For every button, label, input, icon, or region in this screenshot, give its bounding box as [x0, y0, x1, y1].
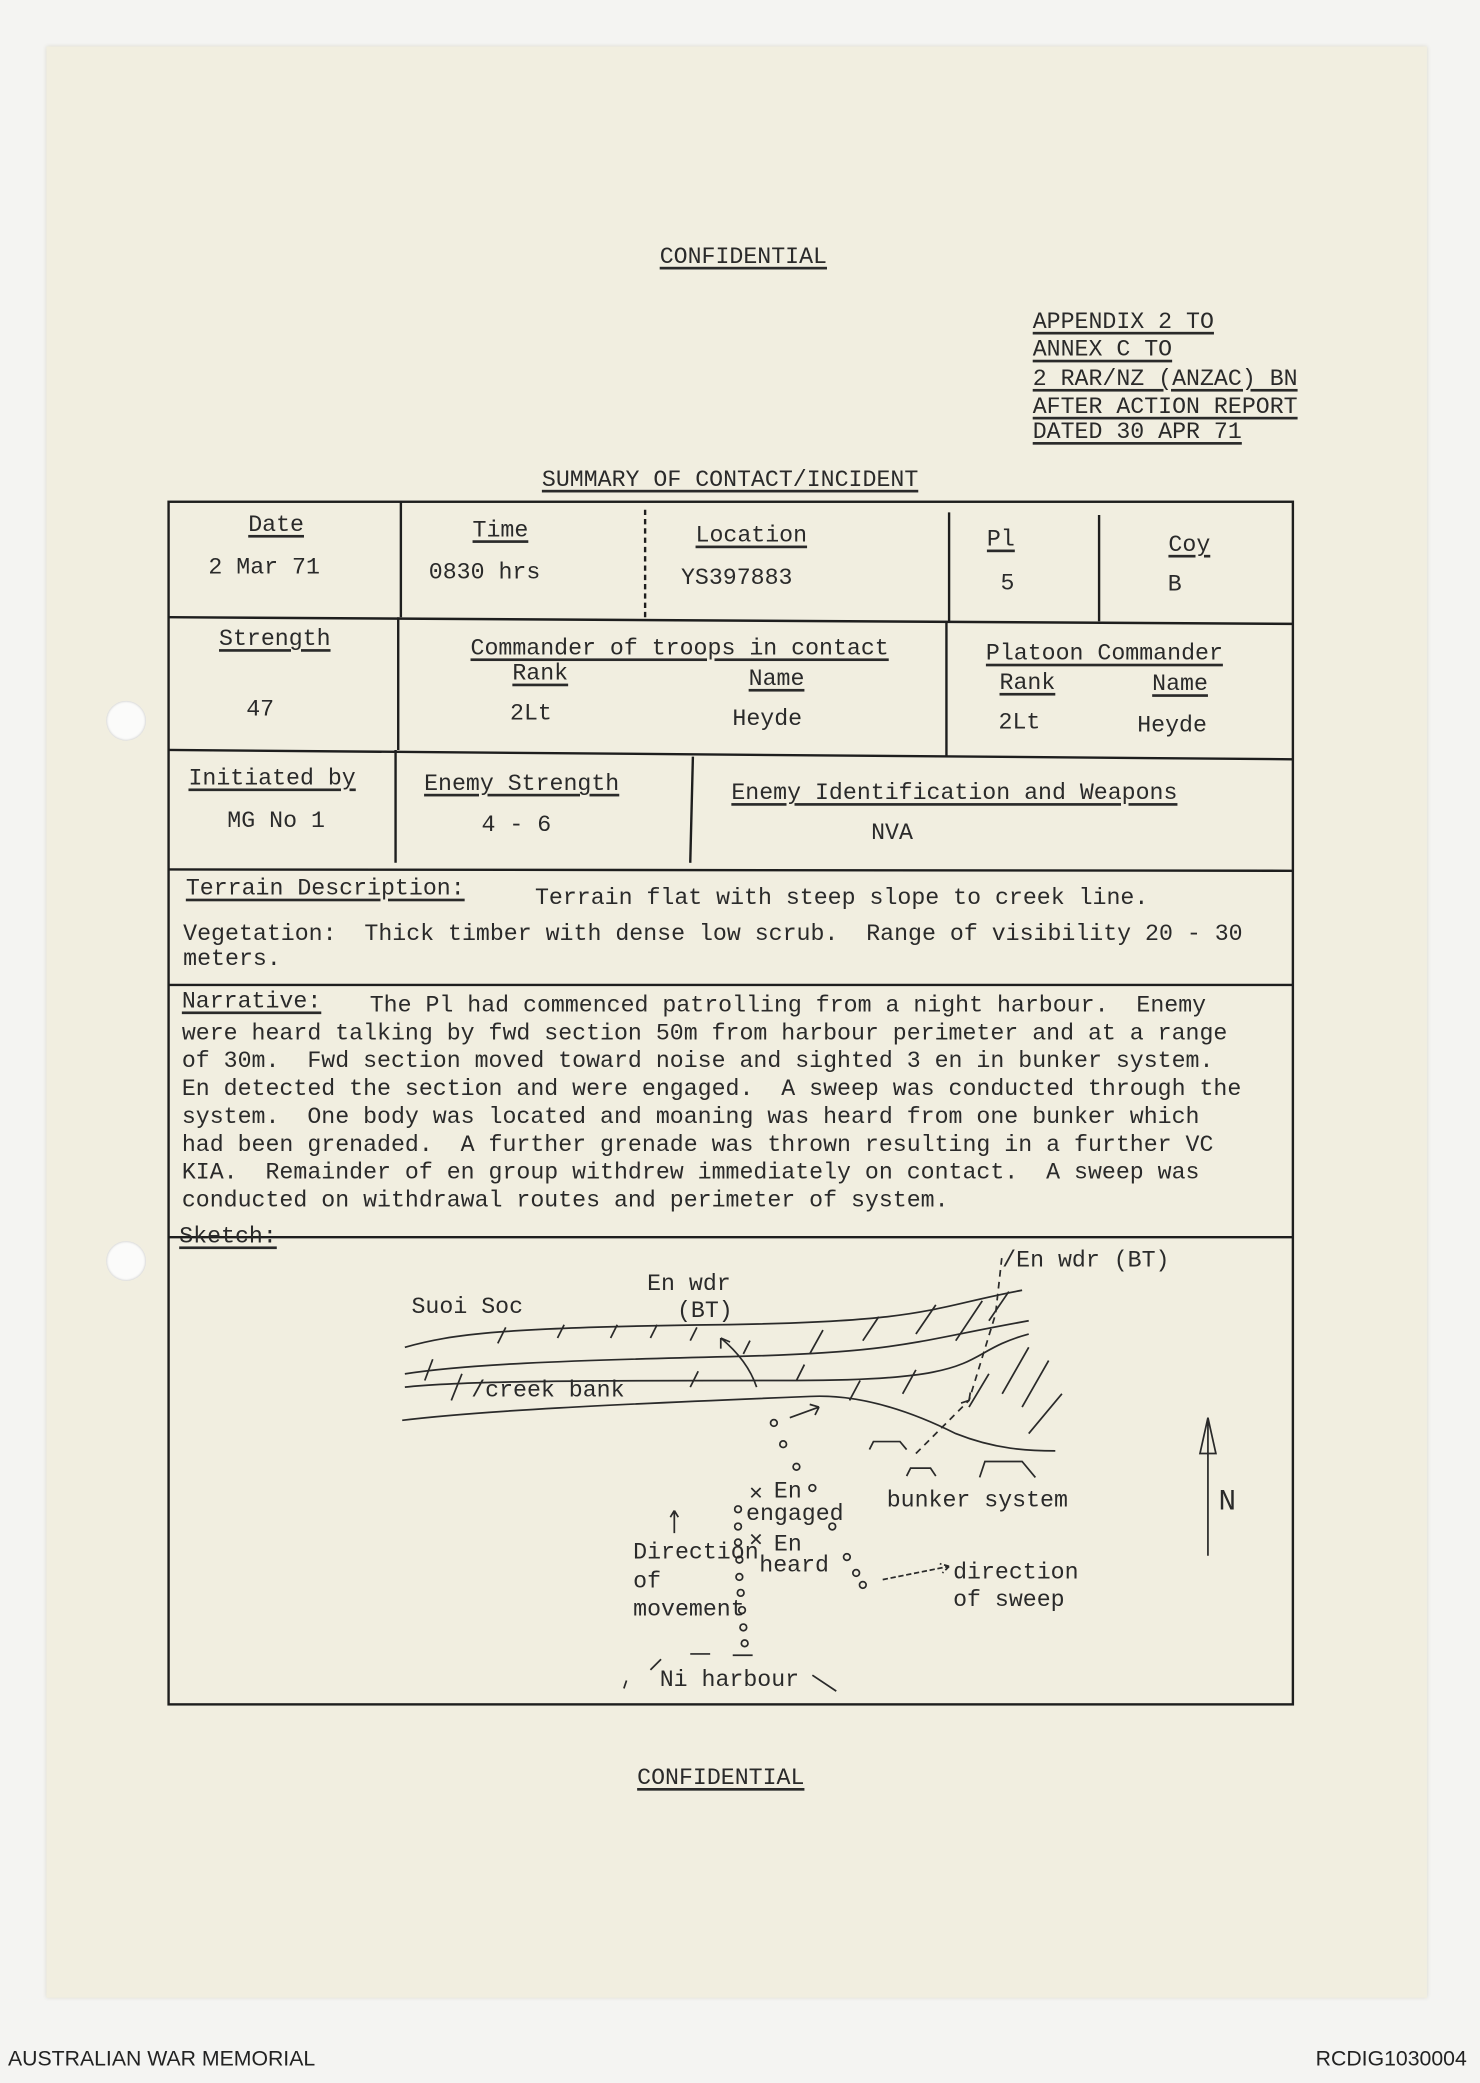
direction-label-3: movement — [633, 1596, 745, 1624]
initiated-label: Initiated by — [188, 765, 356, 793]
bunker-icons — [869, 1442, 1035, 1478]
date-label: Date — [248, 512, 304, 539]
platoon-rank: 2Lt — [998, 710, 1041, 737]
narrative-line: The Pl had commenced patrolling from a night harbour. Enemy — [327, 992, 1207, 1020]
classification-top: CONFIDENTIAL — [659, 244, 827, 271]
appendix-line: APPENDIX 2 TO — [1032, 309, 1214, 336]
appendix-line: DATED 30 APR 71 — [1032, 419, 1242, 447]
creek-bank-label: /creek bank — [471, 1377, 625, 1405]
sweep-label-2: of sweep — [953, 1587, 1065, 1615]
enemy-id-label: Enemy Identification and Weapons — [731, 780, 1178, 808]
narrative-line: had been grenaded. A further grenade was thrown resulting in a further VC — [181, 1132, 1214, 1159]
vegetation-text: Vegetation: Thick timber with dense low scrub. Range of visibility 20 - 30 — [183, 921, 1243, 948]
platoon-rank-label: Rank — [999, 670, 1056, 697]
strength-value: 47 — [246, 696, 275, 724]
coy-value: B — [1167, 572, 1182, 599]
harbour-label: Ni harbour — [659, 1667, 800, 1694]
en-wdr-label: En wdr — [647, 1271, 731, 1299]
narrative-line: system. One body was located and moaning was heard from one bunker which — [181, 1104, 1200, 1131]
bunker-system-label: bunker system — [886, 1488, 1068, 1515]
classification-bottom: CONFIDENTIAL — [637, 1765, 805, 1792]
commander-label: Commander of troops in contact — [470, 635, 889, 663]
narrative-line: of 30m. Fwd section moved toward noise and sighted 3 en in bunker system. — [181, 1048, 1214, 1076]
time-value: 0830 hrs — [428, 560, 541, 587]
pl-label: Pl — [986, 526, 1015, 554]
en-heard-label-2: heard — [759, 1553, 829, 1580]
suoi-soc-label: Suoi Soc — [411, 1294, 524, 1321]
en-engaged-label: En — [773, 1478, 802, 1506]
enemy-strength-label: Enemy Strength — [424, 771, 620, 798]
coy-label: Coy — [1168, 532, 1211, 559]
commander-rank: 2Lt — [510, 700, 552, 728]
sketch-drawing — [402, 1254, 1216, 1691]
initiated-value: MG No 1 — [227, 808, 325, 835]
location-label: Location — [695, 522, 808, 550]
commander-rank-label: Rank — [512, 661, 569, 688]
direction-label-2: of — [633, 1568, 662, 1596]
bt-label: (BT) — [676, 1298, 733, 1325]
time-label: Time — [472, 517, 529, 545]
commander-name: Heyde — [732, 706, 803, 733]
appendix-line: 2 RAR/NZ (ANZAC) BN — [1032, 366, 1298, 393]
north-arrow-icon — [1200, 1418, 1216, 1556]
enemy-strength-value: 4 - 6 — [481, 812, 552, 839]
enemy-id-value: NVA — [871, 820, 913, 847]
narrative-label: Narrative: — [181, 988, 322, 1016]
north-label: N — [1218, 1485, 1237, 1519]
sweep-arrow — [883, 1564, 949, 1580]
up-arrow-icon — [670, 1511, 678, 1534]
report-title: SUMMARY OF CONTACT/INCIDENT — [541, 467, 919, 494]
narrative-line: En detected the section and were engaged. A sweep was conducted through the — [181, 1076, 1242, 1104]
vegetation-text-cont: meters. — [183, 946, 281, 973]
en-engaged-label-2: engaged — [745, 1501, 844, 1528]
platoon-name-label: Name — [1152, 671, 1208, 699]
narrative-line: conducted on withdrawal routes and perimeter of system. — [181, 1188, 949, 1215]
withdrawal-route — [916, 1254, 1002, 1453]
platoon-name: Heyde — [1137, 712, 1207, 740]
arrow-advance — [790, 1404, 819, 1417]
appendix-line: ANNEX C TO — [1032, 337, 1173, 364]
en-wdr-label-2: /En wdr (BT) — [1002, 1247, 1170, 1275]
appendix-line: AFTER ACTION REPORT — [1032, 394, 1298, 421]
terrain-text: Terrain flat with steep slope to creek line. — [534, 885, 1149, 912]
platoon-commander-label: Platoon Commander — [985, 641, 1223, 668]
narrative-line: KIA. Remainder of en group withdrew immediately on contact. A sweep was — [181, 1160, 1200, 1187]
commander-name-label: Name — [748, 666, 805, 693]
en-heard-label: En — [773, 1531, 802, 1559]
sketch-label: Sketch: — [179, 1223, 277, 1251]
location-value: YS397883 — [680, 565, 793, 593]
terrain-label: Terrain Description: — [185, 876, 465, 903]
narrative-line: were heard talking by fwd section 50m from harbour perimeter and at a range — [181, 1020, 1228, 1048]
sweep-label: direction — [953, 1559, 1079, 1587]
footer-credit: AUSTRALIAN WAR MEMORIAL — [7, 2048, 316, 2071]
footer-id: RCDIG1030004 — [1315, 2048, 1467, 2071]
pl-value: 5 — [1000, 570, 1015, 598]
strength-label: Strength — [219, 626, 331, 654]
direction-label: Direction — [633, 1539, 759, 1567]
date-value: 2 Mar 71 — [208, 554, 320, 582]
